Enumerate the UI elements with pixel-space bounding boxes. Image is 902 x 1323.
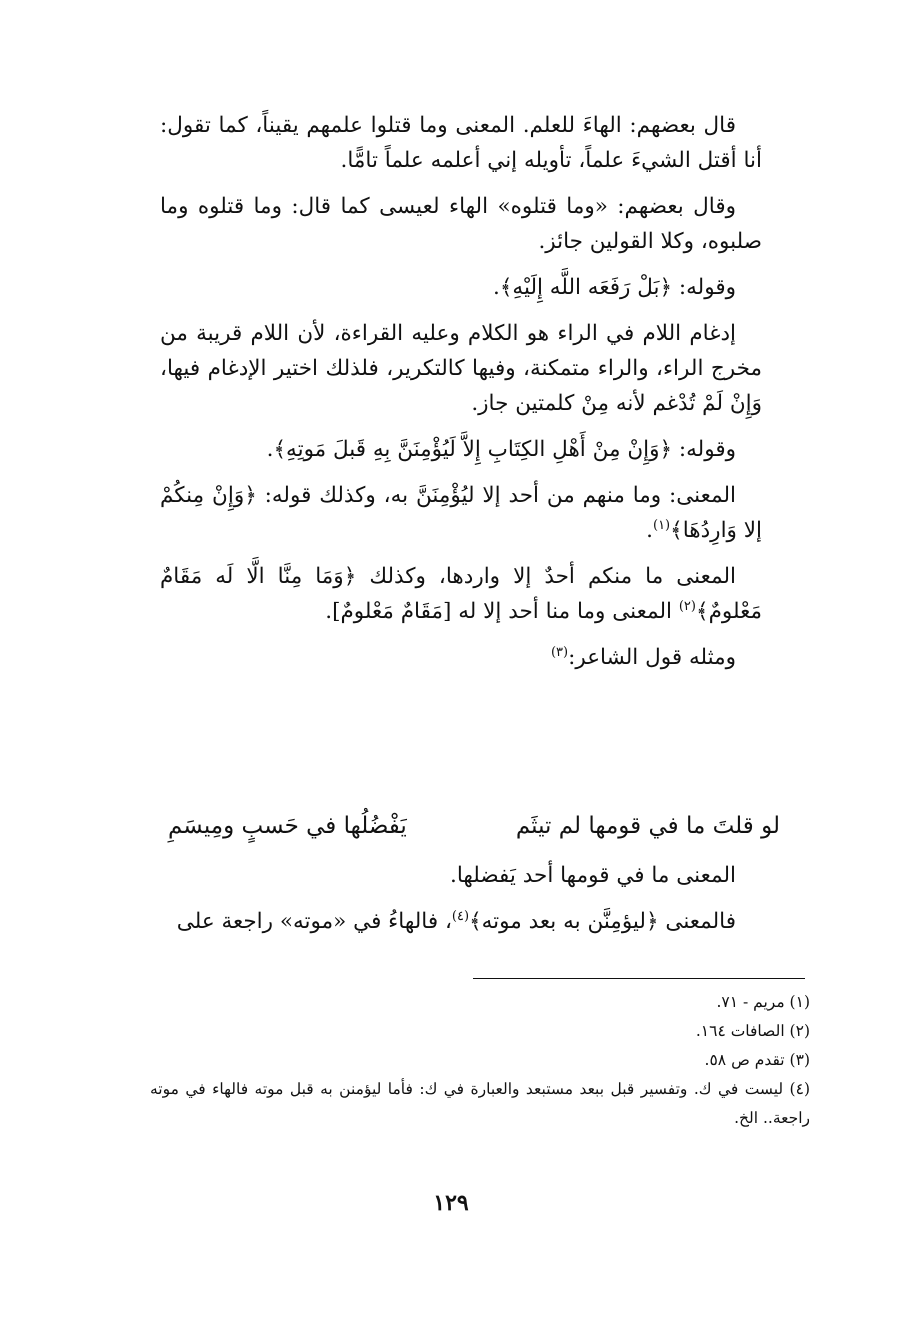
paragraph-10-end: ، فالهاءُ في «موته» راجعة على	[176, 909, 452, 934]
paragraph-8	[160, 640, 762, 675]
paragraph-4: إدغام اللام في الراء هو الكلام وعليه القراءة، لأن اللام قريبة من مخرج الراء، والراء متمكنة، وفيها كالتكرير، فلذلك اختير الإدغام فيها، وَإِنْ لَمْ تُدْغم لأنه مِنْ كلمتين جاز.	[160, 321, 762, 416]
paragraph-3: وقوله: ﴿بَلْ رَفَعَه اللَّه إِلَيْهِ﴾.	[493, 275, 736, 300]
footnotes	[150, 988, 810, 1133]
paragraph-5: وقوله: ﴿وَإِنْ مِنْ أَهْلِ الكِتَابِ إِلاَّ لَيُؤْمِنَنَّ بِهِ قَبلَ مَوتِهِ﴾.	[266, 437, 736, 462]
footnote-2: (٢) الصافات ١٦٤.	[695, 1022, 810, 1040]
paragraph-10	[160, 904, 762, 939]
paragraph-7-text: المعنى ما منكم أحدٌ إلا واردها، وكذلك ﴿وَمَا مِنَّا الَّا لَه مَقَامٌ مَعْلومٌ﴾	[160, 564, 762, 624]
verse-first-hemistich: لو قلتَ ما في قومها لم تيثَم	[515, 813, 780, 839]
paragraph-7-end: المعنى وما منا أحد إلا له [مَقَامٌ مَعْلومٌ].	[325, 599, 679, 624]
footnote-4: (٤) ليست في ك. وتفسير قبل ببعد مستبعد والعبارة في ك: فأما ليؤمنن به قبل موته فالهاء في موته راجعة.. الخ.	[150, 1080, 810, 1127]
paragraph-2: وقال بعضهم: «وما قتلوه» الهاء لعيسى كما قال: وما قتلوه وما صلبوه، وكلا القولين جائز.	[160, 194, 762, 254]
footnote-divider	[473, 978, 805, 979]
paragraph-9: المعنى ما في قومها أحد يَفضلها.	[450, 863, 736, 888]
verse-second-hemistich: يَفْضُلُها في حَسبٍ ومِيسَمِ	[168, 813, 407, 839]
paragraph-10-text: فالمعنى ﴿ليؤمِنَّن به بعد موته﴾	[469, 909, 736, 934]
paragraph-7	[160, 559, 762, 629]
footnote-ref-1: (١)	[652, 517, 671, 533]
paragraph-1: قال بعضهم: الهاءَ للعلم. المعنى وما قتلوا علمهم يقيناً، كما تقول: أنا أقتل الشيءَ علماً، تأويله إني أعلمه علماً تامًّا.	[160, 113, 762, 173]
footnote-ref-2: (٢)	[678, 598, 696, 614]
footnote-3: (٣) تقدم ص ٥٨.	[704, 1051, 810, 1069]
paragraph-6	[160, 478, 762, 548]
paragraph-6-text: المعنى: وما منهم من أحد إلا ليُؤْمِنَنَّ به، وكذلك قوله: ﴿وَإِنْ مِنكُمْ إلا وَارِدُهَا﴾	[160, 483, 762, 543]
paragraph-6-end: .	[646, 518, 653, 543]
page-number: ١٢٩	[433, 1190, 469, 1216]
poetry-verse	[168, 808, 780, 844]
footnote-ref-4: (٤)	[451, 908, 470, 924]
main-text	[160, 108, 762, 686]
paragraph-8-text: ومثله قول الشاعر:	[568, 645, 736, 670]
footnote-1: (١) مريم - ٧١.	[716, 993, 810, 1011]
footnote-ref-3: (٣)	[550, 644, 569, 660]
main-text-continued	[160, 858, 762, 950]
